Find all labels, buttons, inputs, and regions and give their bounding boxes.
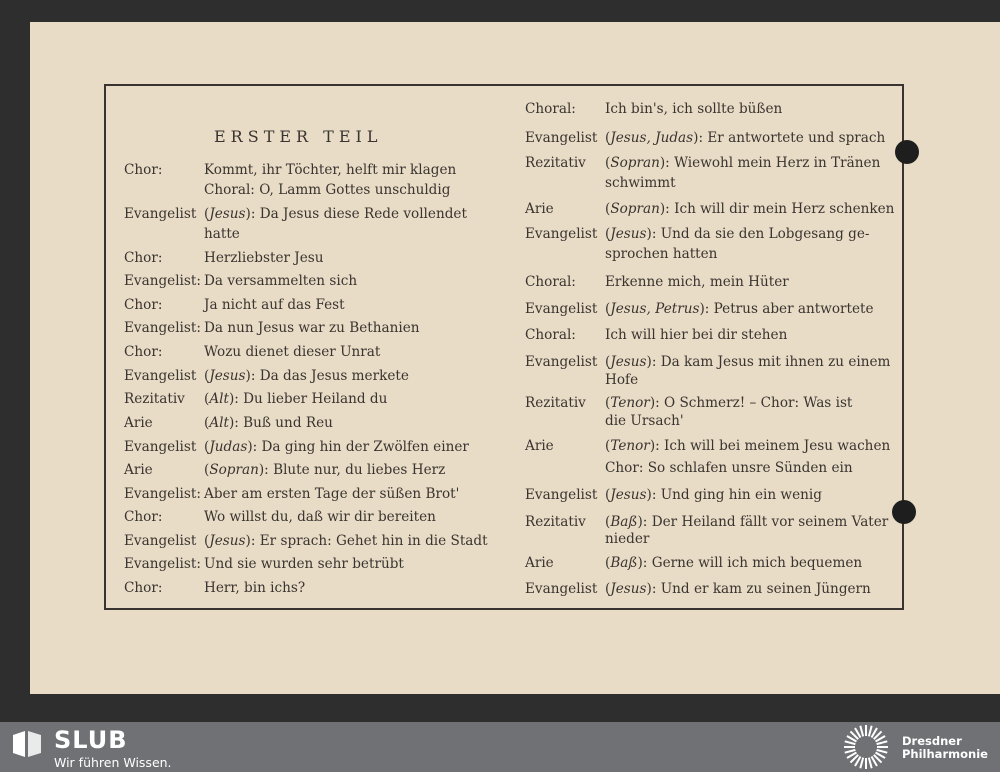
- entry-role: Arie: [525, 438, 554, 454]
- entry-text: Ich bin's, ich sollte büßen: [605, 101, 783, 117]
- entry-role: Evangelist:: [124, 486, 201, 502]
- entry-voice: Sopran: [610, 201, 660, 217]
- entry-role: Arie: [124, 462, 153, 478]
- entry-text: (Jesus): Da das Jesus merkete: [204, 368, 409, 384]
- entry-text: hatte: [204, 226, 240, 242]
- entry-text: (Sopran): Ich will dir mein Herz schenken: [605, 201, 895, 217]
- entry-role: Choral:: [525, 101, 576, 117]
- entry-text: Und sie wurden sehr betrübt: [204, 556, 404, 572]
- entry-role: Evangelist: [525, 487, 598, 503]
- entry-text: Choral: O, Lamm Gottes unschuldig: [204, 182, 451, 198]
- entry-voice: Tenor: [610, 395, 650, 411]
- punch-hole: [895, 140, 919, 164]
- entry-text: nieder: [605, 531, 650, 547]
- entry-text: Wo willst du, daß wir dir bereiten: [204, 509, 436, 525]
- entry-text: (Jesus): Und ging hin ein wenig: [605, 487, 822, 503]
- entry-role: Chor:: [124, 250, 163, 266]
- entry-text: (Jesus): Er sprach: Gehet hin in die Stadt: [204, 533, 488, 549]
- entry-text: Aber am ersten Tage der süßen Brot': [204, 486, 460, 502]
- entry-role: Rezitativ: [525, 395, 586, 411]
- entry-role: Evangelist: [124, 533, 197, 549]
- entry-voice: Baß: [610, 555, 638, 571]
- entry-text: (Tenor): Ich will bei meinem Jesu wachen: [605, 438, 891, 454]
- entry-role: Chor:: [124, 509, 163, 525]
- partner-name-line2: Philharmonie: [902, 747, 988, 761]
- entry-role: Evangelist: [124, 368, 197, 384]
- entry-role: Arie: [525, 555, 554, 571]
- entry-text: (Baß): Der Heiland fällt vor seinem Vater: [605, 514, 889, 530]
- entry-text: Herr, bin ichs?: [204, 580, 306, 596]
- entry-role: Rezitativ: [124, 391, 185, 407]
- entry-role: Evangelist:: [124, 320, 201, 336]
- entry-text: Herzliebster Jesu: [204, 250, 324, 266]
- slub-name[interactable]: SLUB: [54, 726, 128, 754]
- entry-text: die Ursach': [605, 413, 684, 429]
- entry-text: (Baß): Gerne will ich mich bequemen: [605, 555, 863, 571]
- entry-text: schwimmt: [605, 175, 676, 191]
- entry-voice: Jesus, Petrus: [610, 301, 700, 317]
- entry-role: Arie: [124, 415, 153, 431]
- entry-role: Evangelist: [525, 226, 598, 242]
- entry-voice: Jesus: [209, 533, 246, 549]
- entry-role: Evangelist: [124, 206, 197, 222]
- entry-text: (Sopran): Wiewohl mein Herz in Tränen: [605, 155, 881, 171]
- entry-text: Kommt, ihr Töchter, helft mir klagen: [204, 162, 457, 178]
- entry-text: (Sopran): Blute nur, du liebes Herz: [204, 462, 446, 478]
- entry-text: Da nun Jesus war zu Bethanien: [204, 320, 420, 336]
- entry-text: Ja nicht auf das Fest: [204, 297, 345, 313]
- entry-text: (Alt): Du lieber Heiland du: [204, 391, 388, 407]
- entry-voice: Baß: [610, 514, 638, 530]
- entry-role: Arie: [525, 201, 554, 217]
- entry-text: (Jesus): Da kam Jesus mit ihnen zu einem: [605, 354, 891, 370]
- entry-voice: Jesus: [209, 206, 246, 222]
- entry-text: (Jesus, Judas): Er antwortete und sprach: [605, 130, 886, 146]
- entry-role: Evangelist: [525, 354, 598, 370]
- entry-text: (Tenor): O Schmerz! – Chor: Was ist: [605, 395, 853, 411]
- entry-role: Evangelist: [525, 301, 598, 317]
- section-heading: ERSTER TEIL: [214, 127, 383, 146]
- entry-voice: Alt: [209, 415, 229, 431]
- entry-role: Rezitativ: [525, 514, 586, 530]
- philharmonie-sunburst-icon[interactable]: [843, 724, 889, 770]
- entry-role: Choral:: [525, 327, 576, 343]
- punch-hole: [892, 500, 916, 524]
- slub-logo-icon[interactable]: [12, 729, 42, 759]
- entry-text: sprochen hatten: [605, 246, 718, 262]
- entry-voice: Judas: [209, 439, 248, 455]
- entry-text: Erkenne mich, mein Hüter: [605, 274, 789, 290]
- entry-role: Evangelist:: [124, 273, 201, 289]
- entry-text: Wozu dienet dieser Unrat: [204, 344, 381, 360]
- entry-role: Chor:: [124, 580, 163, 596]
- entry-voice: Jesus: [610, 226, 647, 242]
- entry-role: Evangelist: [525, 130, 598, 146]
- entry-text: (Jesus): Und da sie den Lobgesang ge-: [605, 226, 870, 242]
- entry-text: (Jesus, Petrus): Petrus aber antwortete: [605, 301, 874, 317]
- entry-voice: Jesus, Judas: [610, 130, 694, 146]
- entry-role: Chor:: [124, 162, 163, 178]
- partner-name-line1: Dresdner: [902, 734, 962, 748]
- entry-voice: Jesus: [610, 487, 647, 503]
- entry-text: Hofe: [605, 372, 639, 388]
- entry-text: Da versammelten sich: [204, 273, 358, 289]
- footer-bar: [0, 722, 1000, 772]
- entry-role: Rezitativ: [525, 155, 586, 171]
- entry-voice: Jesus: [209, 368, 246, 384]
- entry-text: (Alt): Buß und Reu: [204, 415, 333, 431]
- entry-text: (Jesus): Und er kam zu seinen Jüngern: [605, 581, 871, 597]
- entry-role: Evangelist:: [124, 556, 201, 572]
- entry-voice: Tenor: [610, 438, 650, 454]
- entry-role: Chor:: [124, 297, 163, 313]
- entry-voice: Jesus: [610, 354, 647, 370]
- entry-text: Chor: So schlafen unsre Sünden ein: [605, 460, 853, 476]
- entry-voice: Alt: [209, 391, 229, 407]
- entry-role: Evangelist: [525, 581, 598, 597]
- partner-name[interactable]: [902, 735, 988, 761]
- entry-text: (Judas): Da ging hin der Zwölfen einer: [204, 439, 469, 455]
- entry-voice: Sopran: [209, 462, 259, 478]
- entry-voice: Jesus: [610, 581, 647, 597]
- entry-role: Choral:: [525, 274, 576, 290]
- entry-role: Evangelist: [124, 439, 197, 455]
- slub-tagline: Wir führen Wissen.: [54, 755, 172, 770]
- entry-role: Chor:: [124, 344, 163, 360]
- entry-text: Ich will hier bei dir stehen: [605, 327, 788, 343]
- entry-text: (Jesus): Da Jesus diese Rede vollendet: [204, 206, 467, 222]
- entry-voice: Sopran: [610, 155, 660, 171]
